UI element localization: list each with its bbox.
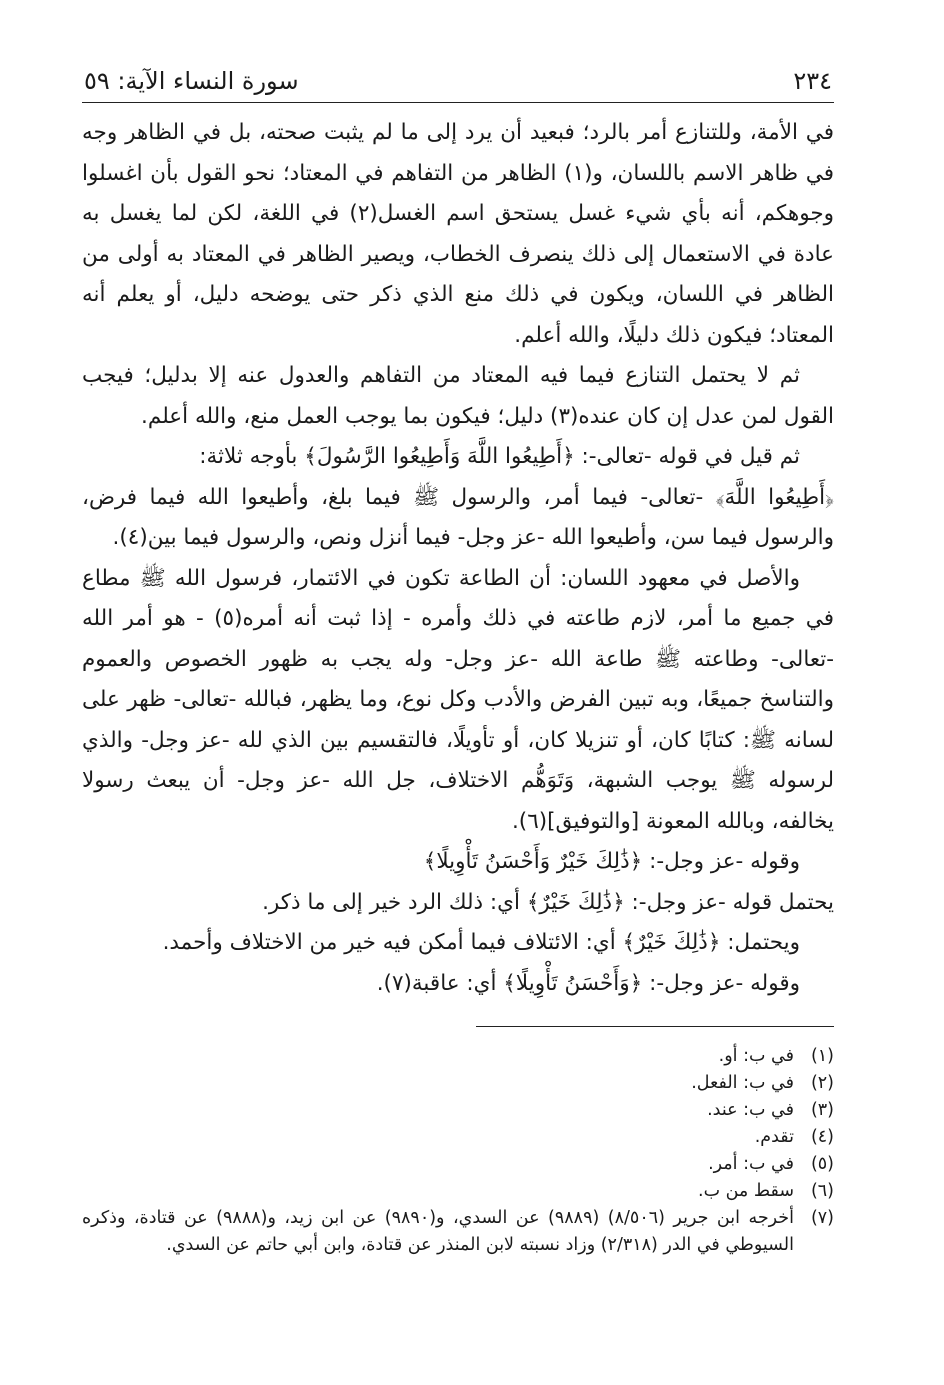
paragraph: والأصل في معهود اللسان: أن الطاعة تكون في الائتمار، فرسول الله ﷺ مطاع في جميع ما أمر، لازم طاعته في ذلك وأمره - إذا ثبت أنه أمره(٥) - هو أمر الله -تعالى- وطاعته ﷺ طاعة الله -عز وجل- وله يجب به ظهور الخصوص والعموم والتناسخ جميعًا، وبه تبين الفرض والأدب وكل نوع، وما يظهر، فبالله -تعالى- ظهر على لسانه ﷺ: كتابًا كان، أو تنزيلا كان، أو تأويلًا، فالتقسيم بين الذي لله -عز وجل- والذي لرسوله ﷺ يوجب الشبهة، وَتَوَهُّم الاختلاف، جل الله -عز وجل- أن يبعث رسولا يخالفه، وبالله المعونة [والتوفيق](٦). xyxy=(82,565,835,834)
paragraph: وقوله -عز وجل-: ﴿ذَٰلِكَ خَيْرٌ وَأَحْسَنُ تَأْوِيلًا﴾ xyxy=(423,849,800,874)
footnote-number: (١) xyxy=(810,1046,834,1066)
footnote xyxy=(82,1124,834,1151)
footnote-number: (٧) xyxy=(810,1208,834,1228)
book-page xyxy=(82,60,834,1259)
footnotes xyxy=(82,1043,834,1259)
paragraph: في الأمة، وللتنازع أمر بالرد؛ فبعيد أن يرد إلى ما لم يثبت صحته، بل في الظاهر وجه في ظاهر الاسم باللسان، و(١) الظاهر من التفاهم في المعتاد؛ نحو القول بأن اغسلوا وجوهكم، أنه بأي شيء غسل يستحق اسم الغسل(٢) في اللغة، لكن لما يغسل به عادة في الاستعمال إلى ذلك ينصرف الخطاب، ويصير الظاهر في المعتاد به أولى من الظاهر في اللسان، ويكون في ذلك منع الذي ذكر حتى يوضحه دليل، أو يعلم أنه المعتاد؛ فيكون ذلك دليلًا، والله أعلم. xyxy=(82,120,835,348)
paragraph: وقوله -عز وجل-: ﴿وَأَحْسَنُ تَأْوِيلًا﴾ أي: عاقبة(٧). xyxy=(376,970,800,996)
footnote-text: أخرجه ابن جرير (٨/٥٠٦) (٩٨٨٩) عن السدي، و(٩٨٩٠) عن ابن زيد، و(٩٨٨٨) عن قتادة، وذكره السيوطي في الدر (٢/٣١٨) وزاد نسبته لابن المنذر عن قتادة، وابن أبي حاتم عن السدي. xyxy=(82,1208,794,1255)
main-text xyxy=(82,113,834,1004)
header-divider xyxy=(82,102,834,103)
paragraph: ﴿أَطِيعُوا اللَّهَ﴾ -تعالى- فيما أمر، والرسول ﷺ فيما بلغ، وأطيعوا الله فيما فرض، والرسول فيما سن، وأطيعوا الله -عز وجل- فيما أنزل ونص، والرسول فيما بين(٤). xyxy=(82,484,834,550)
footnote-text: في ب: أمر. xyxy=(708,1154,794,1174)
footnote-text: تقدم. xyxy=(754,1127,794,1147)
footnote-text: سقط من ب. xyxy=(698,1181,794,1201)
footnote-text: في ب: أو. xyxy=(718,1046,794,1066)
paragraph: ثم لا يحتمل التنازع فيما فيه المعتاد من التفاهم والعدول عنه إلا بدليل؛ فيجب القول لمن عدل إن كان عنده(٣) دليل؛ فيكون بما يوجب العمل منع، والله أعلم. xyxy=(82,363,834,429)
paragraph: ويحتمل: ﴿ذَٰلِكَ خَيْرٌ﴾ أي: الائتلاف فيما أمكن فيه خير من الاختلاف وأحمد. xyxy=(162,930,800,955)
footnote-number: (٢) xyxy=(810,1073,834,1093)
footnote xyxy=(82,1151,834,1178)
section-title: سورة النساء الآية: ٥٩ xyxy=(84,67,299,95)
footnote xyxy=(82,1178,834,1205)
footnote-text: في ب: الفعل. xyxy=(691,1073,794,1093)
footnote-text: في ب: عند. xyxy=(707,1100,794,1120)
footnote xyxy=(82,1205,834,1259)
page-header xyxy=(82,60,834,96)
footnote-number: (٦) xyxy=(810,1181,834,1201)
footnote xyxy=(82,1043,834,1070)
footnote-divider xyxy=(476,1026,834,1027)
footnote xyxy=(82,1070,834,1097)
paragraph: ثم قيل في قوله -تعالى-: ﴿أَطِيعُوا اللَّهَ وَأَطِيعُوا الرَّسُولَ﴾ بأوجه ثلاثة: xyxy=(199,444,800,469)
paragraph: يحتمل قوله -عز وجل-: ﴿ذَٰلِكَ خَيْرٌ﴾ أي: ذلك الرد خير إلى ما ذكر. xyxy=(262,889,834,915)
footnote-number: (٣) xyxy=(810,1100,834,1120)
page-number: ٢٣٤ xyxy=(793,67,832,95)
footnote xyxy=(82,1097,834,1124)
footnote-number: (٤) xyxy=(810,1127,834,1147)
footnote-number: (٥) xyxy=(810,1154,834,1174)
